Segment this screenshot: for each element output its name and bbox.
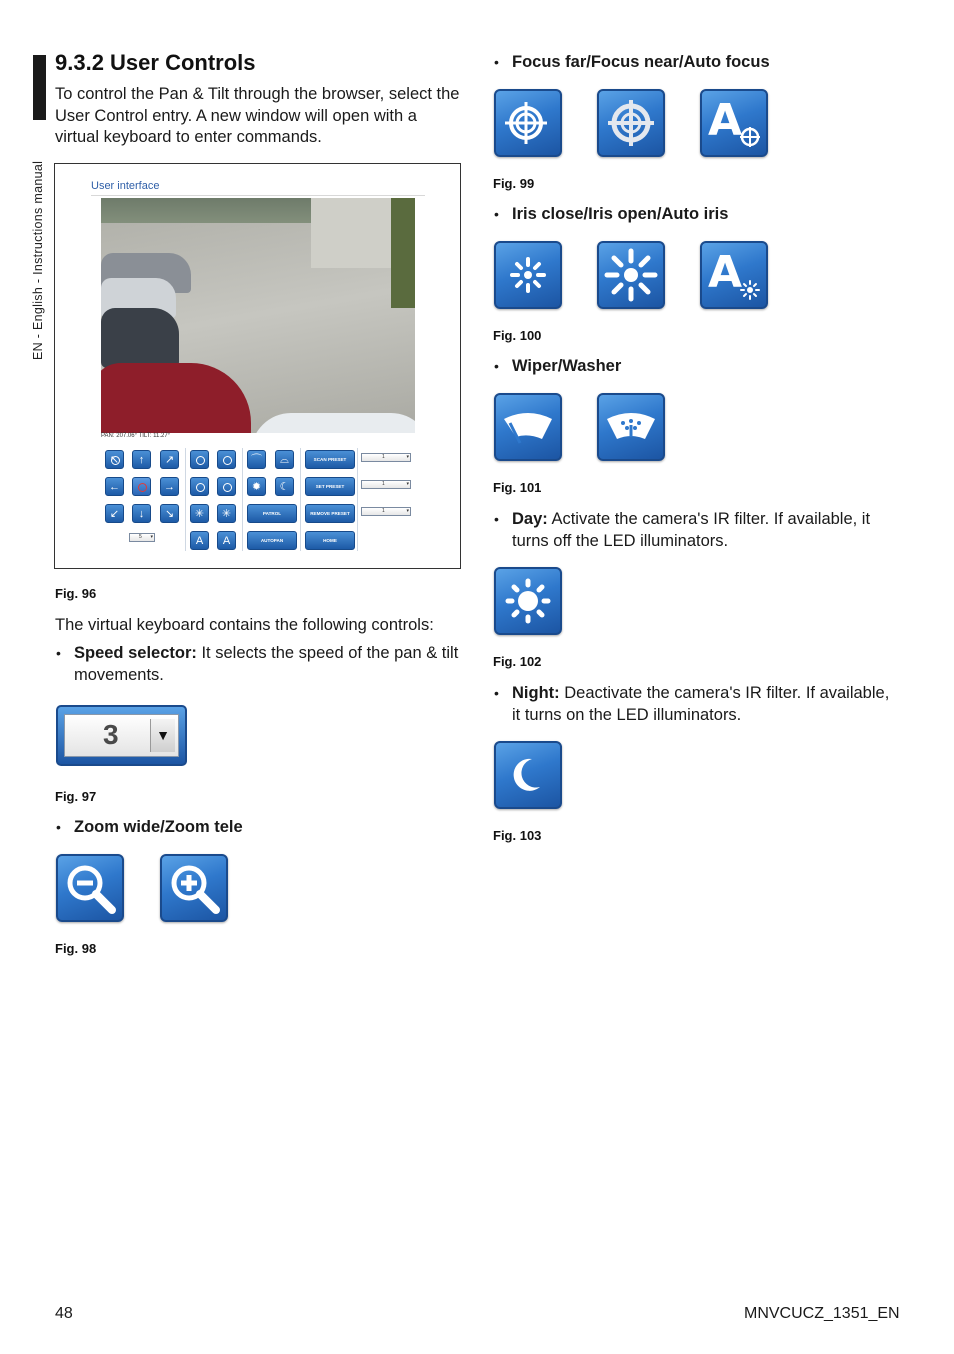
camera-view bbox=[101, 198, 415, 433]
svg-text:A: A bbox=[708, 95, 743, 146]
pan-down-right-button[interactable]: ↘ bbox=[160, 504, 179, 523]
zoom-in-button[interactable] bbox=[217, 450, 236, 469]
iris-open-icon[interactable] bbox=[597, 241, 665, 309]
sun-icon[interactable] bbox=[494, 567, 562, 635]
pan-up-left-button[interactable]: ↖ bbox=[105, 450, 124, 469]
sidebar-label: EN - English - Instructions manual bbox=[31, 160, 45, 360]
figure-caption: Fig. 98 bbox=[55, 941, 97, 956]
zoom-label: Zoom wide/Zoom tele bbox=[74, 818, 243, 836]
stop-button[interactable] bbox=[132, 477, 151, 496]
svg-text:A: A bbox=[708, 247, 743, 298]
pan-down-left-button[interactable]: ↙ bbox=[105, 504, 124, 523]
night-desc: Deactivate the camera's IR filter. If available, it turns on the LED illuminators. bbox=[512, 684, 890, 724]
focus-far-button[interactable] bbox=[190, 477, 209, 496]
pan-tilt-readout: PAN: 207.06° TILT: 11.27° bbox=[101, 433, 171, 439]
figure-caption: Fig. 100 bbox=[493, 328, 542, 343]
speed-value: 3 bbox=[103, 719, 119, 750]
section-intro: To control the Pan & Tilt through the browser, select the User Control entry. A new window will open with a virtual keyboard to enter commands. bbox=[55, 85, 460, 146]
day-desc: Activate the camera's IR filter. If available, it turns off the LED illuminators. bbox=[512, 510, 871, 550]
focus-near-icon[interactable] bbox=[597, 89, 665, 157]
autopan-button[interactable]: AUTOPAN bbox=[247, 531, 297, 550]
figure-caption: Fig. 97 bbox=[55, 789, 97, 804]
figure-caption: Fig. 101 bbox=[493, 480, 542, 495]
auto-iris-icon[interactable] bbox=[700, 241, 768, 309]
auto-iris-button[interactable]: A bbox=[217, 531, 236, 550]
wiper-button[interactable]: ⌒ bbox=[247, 450, 266, 469]
ui-title: User interface bbox=[91, 180, 160, 192]
figure-caption: Fig. 96 bbox=[55, 586, 97, 601]
page-number: 48 bbox=[55, 1305, 73, 1322]
keypad-divider bbox=[357, 448, 358, 551]
ui-divider bbox=[91, 195, 425, 196]
washer-button[interactable]: ⌓ bbox=[275, 450, 294, 469]
user-interface-figure bbox=[54, 163, 461, 569]
zoom-in-icon[interactable] bbox=[160, 854, 228, 922]
pan-right-button[interactable]: → bbox=[160, 477, 179, 496]
zoom-out-button[interactable] bbox=[190, 450, 209, 469]
speed-selector-desc: It selects the speed of the pan & tilt movements. bbox=[74, 644, 459, 684]
iris-close-button[interactable]: ✳ bbox=[190, 504, 209, 523]
wiper-icon[interactable] bbox=[494, 393, 562, 461]
tilt-down-button[interactable]: ↓ bbox=[132, 504, 151, 523]
iris-item: • Iris close/Iris open/Auto iris bbox=[494, 205, 729, 223]
night-label: Night: bbox=[512, 684, 560, 702]
set-preset-button[interactable]: SET PRESET bbox=[305, 477, 355, 496]
speed-selector-item: • Speed selector: It selects the speed of the pan & tilt movements. bbox=[56, 644, 459, 684]
night-button[interactable]: ☾ bbox=[275, 477, 294, 496]
figure-caption: Fig. 103 bbox=[493, 828, 542, 843]
auto-focus-icon[interactable] bbox=[700, 89, 768, 157]
pan-left-button[interactable]: ← bbox=[105, 477, 124, 496]
pan-up-right-button[interactable]: ↗ bbox=[160, 450, 179, 469]
focus-item: • Focus far/Focus near/Auto focus bbox=[494, 53, 770, 71]
speed-selector-label: Speed selector: bbox=[74, 644, 197, 662]
focus-far-icon[interactable] bbox=[494, 89, 562, 157]
zoom-item: • Zoom wide/Zoom tele bbox=[56, 818, 243, 836]
wiper-item: • Wiper/Washer bbox=[494, 357, 622, 375]
iris-close-icon[interactable] bbox=[494, 241, 562, 309]
keypad-speed-select[interactable]: 5 ▾ bbox=[129, 533, 155, 542]
day-button[interactable]: ✹ bbox=[247, 477, 266, 496]
scan-preset-select[interactable]: 1 ▾ bbox=[361, 453, 411, 462]
document-code: MNVCUCZ_1351_EN bbox=[744, 1305, 900, 1322]
auto-focus-button[interactable]: A bbox=[190, 531, 209, 550]
night-item: • Night: Deactivate the camera's IR filter. If available, it turns on the LED illuminators. bbox=[494, 684, 890, 724]
remove-preset-select[interactable]: 1 ▾ bbox=[361, 507, 411, 516]
iris-label: Iris close/Iris open/Auto iris bbox=[512, 205, 729, 223]
figure-caption: Fig. 99 bbox=[493, 176, 535, 191]
section-title: 9.3.2 User Controls bbox=[55, 50, 256, 75]
washer-icon[interactable] bbox=[597, 393, 665, 461]
iris-open-button[interactable]: ✳ bbox=[217, 504, 236, 523]
keypad-divider bbox=[242, 448, 243, 551]
scan-preset-button[interactable]: SCAN PRESET bbox=[305, 450, 355, 469]
remove-preset-button[interactable]: REMOVE PRESET bbox=[305, 504, 355, 523]
home-button[interactable]: HOME bbox=[305, 531, 355, 550]
day-label: Day: bbox=[512, 510, 548, 528]
moon-icon[interactable] bbox=[494, 741, 562, 809]
set-preset-select[interactable]: 1 ▾ bbox=[361, 480, 411, 489]
figure-caption: Fig. 102 bbox=[493, 654, 542, 669]
tilt-up-button[interactable]: ↑ bbox=[132, 450, 151, 469]
controls-intro: The virtual keyboard contains the following controls: bbox=[55, 616, 434, 634]
day-item: • Day: Activate the camera's IR filter. If available, it turns off the LED illuminators. bbox=[494, 510, 871, 550]
focus-label: Focus far/Focus near/Auto focus bbox=[512, 53, 770, 71]
keypad-divider bbox=[185, 448, 186, 551]
wiper-label: Wiper/Washer bbox=[512, 357, 622, 375]
speed-selector-widget[interactable] bbox=[56, 705, 187, 766]
chevron-down-icon[interactable]: ▼ bbox=[150, 719, 175, 752]
focus-near-button[interactable] bbox=[217, 477, 236, 496]
keypad-divider bbox=[300, 448, 301, 551]
zoom-out-icon[interactable] bbox=[56, 854, 124, 922]
patrol-button[interactable]: PATROL bbox=[247, 504, 297, 523]
